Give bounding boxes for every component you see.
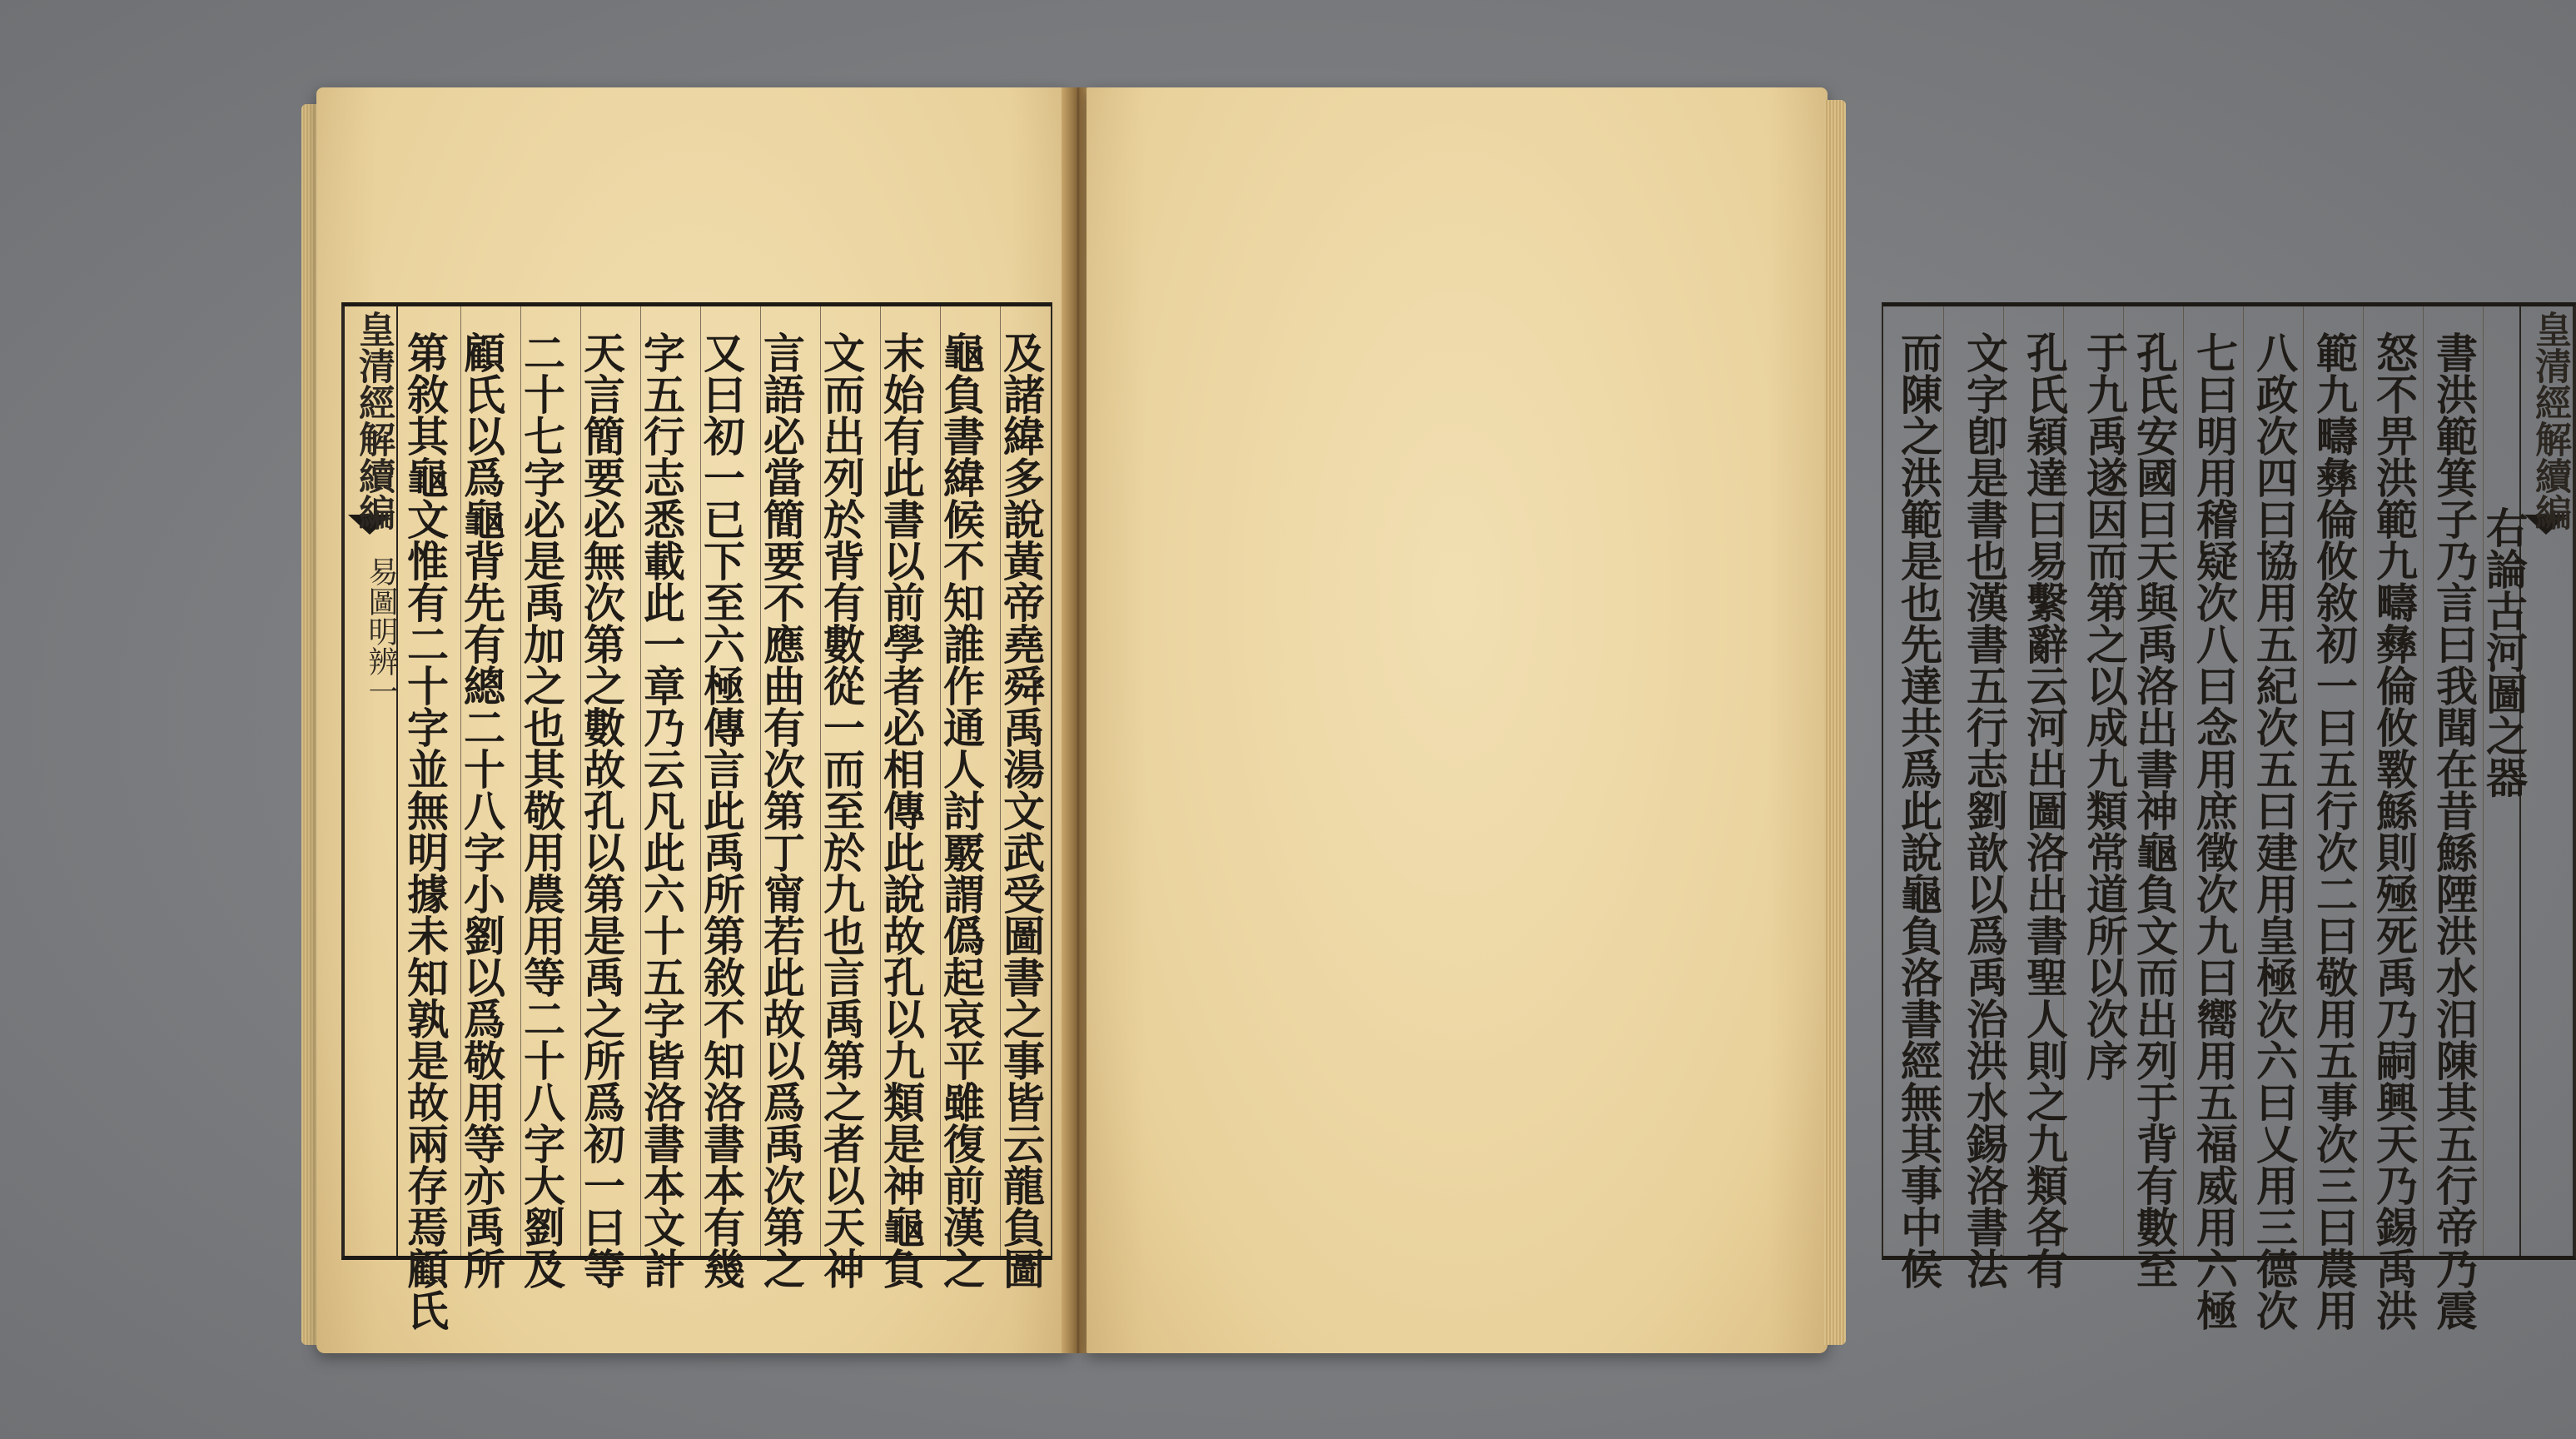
right-margin-title: 皇清經解續編	[2529, 311, 2571, 530]
text-column: 又曰初一已下至六極傳言此禹所第敘不知洛書本有幾	[697, 331, 746, 1289]
text-column: 二十七字必是禹加之也其敬用農用等二十八字大劉及	[517, 331, 566, 1289]
text-column: 書洪範箕子乃言曰我聞在昔鯀陻洪水汨陳其五行帝乃震	[2429, 331, 2479, 1331]
text-column: 怒不畀洪範九疇彝倫攸斁鯀則殛死禹乃嗣興天乃錫禹洪	[2370, 331, 2419, 1331]
text-column: 文而出列於背有數從一而至於九也言禹第之者以天神	[817, 331, 866, 1289]
right-page	[1087, 87, 2571, 1353]
text-column: 文字卽是書也漢書五行志劉歆以爲禹治洪水錫洛書法	[1960, 331, 2009, 1289]
text-column: 天言簡要必無次第之數故孔以第是禹之所爲初一曰等	[577, 331, 626, 1289]
left-margin-section: 易圖明辨一	[364, 556, 398, 706]
text-column: 于九禹遂因而第之以成九類常道所以次序	[2080, 331, 2129, 1081]
open-book	[316, 87, 2571, 1357]
section-heading-column: 右論古河圖之器	[2479, 506, 2529, 798]
text-column: 第敘其龜文惟有二十字並無明據未知孰是故兩存焉顧氏	[400, 331, 450, 1331]
text-column: 顧氏以爲龜背先有總二十八字小劉以爲敬用等亦禹所	[457, 331, 506, 1289]
text-column: 孔氏穎達曰易繫辭云河出圖洛出書聖人則之九類各有	[2020, 331, 2069, 1289]
right-page-stack-edge	[1824, 100, 1846, 1345]
left-margin-title: 皇清經解續編	[352, 311, 395, 530]
left-page	[316, 87, 1070, 1353]
text-column: 末始有此書以前學者必相傳此說故孔以九類是神龜負	[877, 331, 926, 1289]
text-column: 言語必當簡要不應曲有次第丁甯若此故以爲禹次第之	[757, 331, 806, 1289]
text-column: 七曰明用稽疑次八曰念用庶徵次九曰嚮用五福威用六極	[2190, 331, 2239, 1331]
left-text-frame	[341, 302, 1052, 1331]
text-column: 字五行志悉載此一章乃云凡此六十五字皆洛書本文計	[637, 331, 686, 1289]
text-column: 而陳之洪範是也先達共爲此說龜負洛書經無其事中候	[1894, 331, 1943, 1289]
text-column: 範九疇彝倫攸敘初一曰五行次二曰敬用五事次三曰農用	[2310, 331, 2359, 1331]
text-column: 八政次四曰協用五紀次五曰建用皇極次六曰乂用三德次	[2250, 331, 2299, 1331]
text-column: 龜負書緯候不知誰作通人討覈謂僞起哀平雖復前漢之	[937, 331, 986, 1289]
right-text-frame	[1882, 302, 2576, 1331]
text-column: 孔氏安國曰天與禹洛出書神龜負文而出列于背有數至	[2130, 331, 2179, 1289]
text-column: 及諸緯多說黃帝堯舜禹湯文武受圖書之事皆云龍負圖	[997, 331, 1046, 1289]
left-margin-strip	[343, 306, 398, 1256]
